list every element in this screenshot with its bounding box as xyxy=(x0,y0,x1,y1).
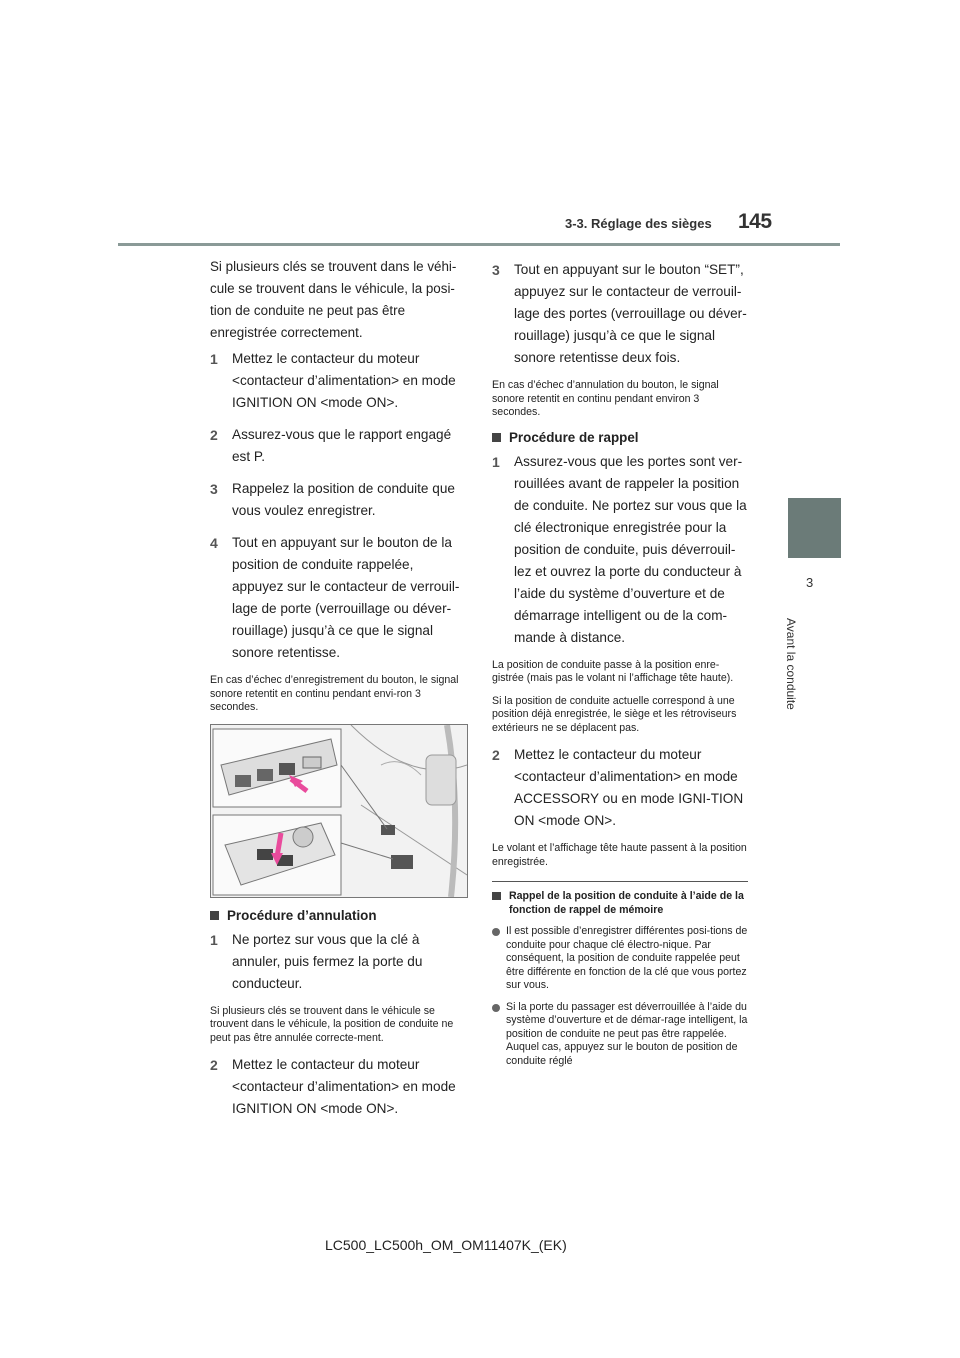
step-item xyxy=(210,478,468,522)
note: Le volant et l’affichage tête haute passent à la position enregistrée. xyxy=(492,842,747,868)
right-column xyxy=(492,256,748,1076)
step-text: Tout en appuyant sur le bouton “SET”, appuyez sur le contacteur de verrouil-lage des portes (verrouillage ou déver-rouillage) jusqu’à ce que le signal sonore retentisse deux fois. xyxy=(514,262,747,365)
step-number: 3 xyxy=(492,262,500,278)
step-text: Assurez-vous que les portes sont ver-rouillées avant de rappeler la position de conduite. Ne portez sur vous que la clé électronique enregistrée pour la position de conduite, puis déverrouil-lez et ouvrez la porte du conducteur à l’aide du système d’ouverture et de démarrage intelligent ou de la com-mande à distance. xyxy=(514,453,747,645)
note: En cas d’échec d’annulation du bouton, le signal sonore retentit en continu pendant environ 3 secondes. xyxy=(492,379,719,418)
section-square-icon xyxy=(492,433,501,442)
step-item xyxy=(210,1054,468,1120)
step-number: 2 xyxy=(492,747,500,763)
step-item xyxy=(210,424,468,468)
cancel-section-heading xyxy=(210,908,468,923)
left-column xyxy=(210,256,468,1130)
step-number: 2 xyxy=(210,1057,218,1073)
step-number: 1 xyxy=(210,931,218,948)
tip-heading xyxy=(492,890,748,917)
recall-section-heading xyxy=(492,430,748,445)
door-switch-illustration xyxy=(210,724,468,898)
section-title: 3-3. Réglage des sièges xyxy=(565,216,712,231)
tip-title-text: Rappel de la position de conduite à l’aide de la fonction de rappel de mémoire xyxy=(509,890,744,916)
step-item xyxy=(210,532,468,664)
intro-paragraph: Si plusieurs clés se trouvent dans le véhi-cule se trouvent dans le véhicule, la posi-tion de conduite ne peut pas être enregistrée correctement. xyxy=(210,259,457,340)
document-code: LC500_LC500h_OM_OM11407K_(EK) xyxy=(325,1237,567,1253)
section-title-text: Procédure d’annulation xyxy=(227,907,377,923)
tip-bullet xyxy=(492,925,748,993)
step-text: Assurez-vous que le rapport engagé est P. xyxy=(232,427,452,464)
page-number: 145 xyxy=(738,210,772,233)
note: La position de conduite passe à la position enre-gistrée (mais pas le volant ni l’affichage tête haute). xyxy=(492,658,734,684)
chapter-title: Avant la conduite xyxy=(784,618,798,710)
note: Si la position de conduite actuelle correspond à une position déjà enregistrée, le siège et les rétroviseurs extérieurs ne se déplacent pas. xyxy=(492,694,737,734)
chapter-tab xyxy=(788,498,841,558)
step-text: Mettez le contacteur du moteur <contacteur d’alimentation> en mode ACCESSORY ou en mode IGNI-TION ON <mode ON>. xyxy=(514,747,744,828)
section-square-icon xyxy=(210,911,219,920)
step-item xyxy=(210,929,468,995)
memory-button-3 xyxy=(235,775,251,787)
memory-button-2 xyxy=(257,769,273,781)
bullet-dot-icon xyxy=(492,925,506,993)
lock-switch xyxy=(257,849,273,860)
step-number: 2 xyxy=(210,427,218,443)
step-text: Rappelez la position de conduite que vous voulez enregistrer. xyxy=(232,481,455,518)
step-text: Ne portez sur vous que la clé à annuler, puis fermez la porte du conducteur. xyxy=(232,931,423,991)
step-text: Mettez le contacteur du moteur <contacteur d’alimentation> en mode IGNITION ON <mode ON>. xyxy=(232,351,456,410)
bullet-text: Si la porte du passager est déverrouillée à l’aide du système d’ouverture et de démar-rage intelligent, la position de conduite ne peut pas être rappelée. Auquel cas, appuyez sur le bouton de position de conduite réglé xyxy=(506,1000,748,1067)
section-title-text: Procédure de rappel xyxy=(509,429,639,445)
step-text: Tout en appuyant sur le bouton de la position de conduite rappelée, appuyez sur le contacteur de verrouil-lage de porte (verrouillage ou déver-rouillage) jusqu’à ce que le signal sonore retentisse. xyxy=(232,535,460,660)
memory-button-1 xyxy=(279,763,295,775)
chapter-number: 3 xyxy=(806,575,814,590)
step-number: 3 xyxy=(210,481,218,497)
step-number: 4 xyxy=(210,535,218,551)
step-number: 1 xyxy=(492,453,500,470)
step-item xyxy=(492,259,748,369)
note: En cas d’échec d’enregistrement du bouton, le signal sonore retentit en continu pendant envi-ron 3 secondes. xyxy=(210,674,459,713)
tip-bullet xyxy=(492,1001,748,1069)
note: Si plusieurs clés se trouvent dans le véhicule se trouvent dans le véhicule, la position de conduite ne peut pas être annulée correcte-ment. xyxy=(210,1004,454,1044)
chapter-title-vertical xyxy=(768,618,828,758)
set-button xyxy=(303,757,321,768)
section-square-icon xyxy=(492,892,501,900)
bullet-text: Il est possible d’enregistrer différentes posi-tions de conduite pour chaque clé électro-nique. Par conséquent, la position de conduite rappelée peut être différente en fonction de la clé que vous portez sur vous. xyxy=(506,925,748,991)
tip-divider xyxy=(492,881,748,882)
step-item xyxy=(210,348,468,414)
bullet-dot-icon xyxy=(492,1001,506,1069)
step-text: Mettez le contacteur du moteur <contacteur d’alimentation> en mode IGNITION ON <mode ON>. xyxy=(232,1057,456,1116)
step-item xyxy=(492,744,748,832)
illustration-svg xyxy=(211,725,467,897)
step-item xyxy=(492,451,748,649)
step-number: 1 xyxy=(210,351,218,367)
header-divider xyxy=(118,243,840,246)
mirror-knob xyxy=(293,827,313,847)
